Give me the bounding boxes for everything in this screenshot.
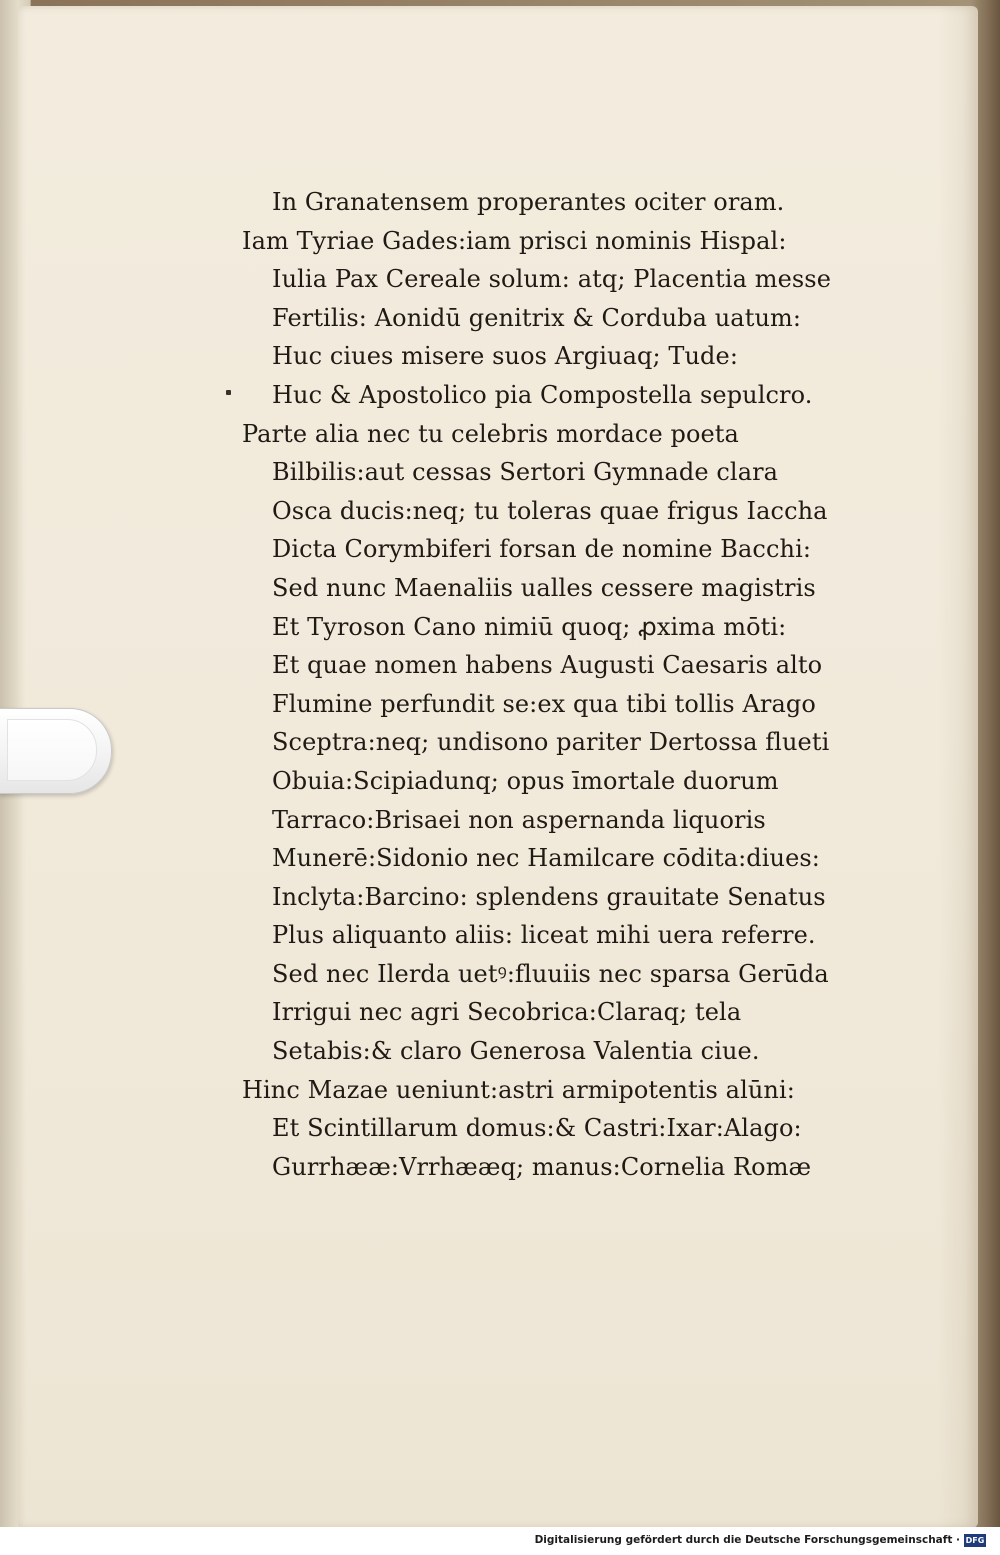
- verse-line: Plus aliquanto aliis: liceat mihi uera referre.: [272, 921, 816, 950]
- verse-line: Parte alia nec tu celebris mordace poeta: [242, 419, 739, 448]
- verse-line: Irrigui nec agri Secobrica:Claraq; tela: [272, 998, 742, 1027]
- verse-line: Gurrhææ:Vrrhææq; manus:Cornelia Romæ: [272, 1152, 812, 1181]
- page-shadow: [938, 6, 978, 1528]
- verse-line: Hinc Mazae ueniunt:astri armipotentis alūni:: [242, 1075, 795, 1104]
- verse-line: Fertilis: Aonidū genitrix & Corduba uatum:: [272, 303, 802, 332]
- verse-line: Sed nec Ilerda uetꝰ:fluuiis nec sparsa Gerūda: [272, 959, 829, 988]
- verse-line: In Granatensem properantes ociter oram.: [272, 188, 785, 216]
- verse-line: Setabis:& claro Generosa Valentia ciue.: [272, 1037, 760, 1066]
- verse-line: Inclyta:Barcino: splendens grauitate Senatus: [272, 882, 826, 911]
- verse-line: Sceptra:neq; undisono pariter Dertossa flueti: [272, 728, 830, 757]
- verse-line: Huc ciues misere suos Argiuaq; Tude:: [272, 342, 739, 371]
- verse-line: Sed nunc Maenaliis ualles cessere magistris: [272, 573, 816, 602]
- footer-credit: Digitalisierung gefördert durch die Deutsche Forschungsgemeinschaft ·: [534, 1534, 960, 1546]
- verse-line: Osca ducis:neq; tu toleras quae frigus Iaccha: [272, 496, 828, 525]
- page-tab-inner: [7, 719, 97, 781]
- verse-line: Et Scintillarum domus:& Castri:Ixar:Alago:: [272, 1114, 802, 1143]
- verse-line: Et Tyroson Cano nimiū quoq; ꝓxima mōti:: [272, 612, 787, 641]
- verse-line: Bilbilis:aut cessas Sertori Gymnade clara: [272, 458, 779, 487]
- verse-text-block: [228, 183, 908, 1186]
- verse-line: Et quae nomen habens Augusti Caesaris alto: [272, 651, 823, 680]
- verse-line: Flumine perfundit se:ex qua tibi tollis Arago: [272, 689, 816, 718]
- verse-line: Dicta Corymbiferi forsan de nomine Bacchi:: [272, 535, 812, 564]
- verse-line: Huc & Apostolico pia Compostella sepulcro.: [272, 380, 813, 409]
- verse-line: Tarraco:Brisaei non aspernanda liquoris: [272, 805, 766, 834]
- verse-line: Munerē:Sidonio nec Hamilcare cōdita:diues:: [272, 844, 820, 873]
- footer-bar: [0, 1527, 1000, 1555]
- dfg-logo-icon: DFG: [965, 1536, 985, 1545]
- page-tab-handle[interactable]: [0, 708, 112, 794]
- verse-line: Iulia Pax Cereale solum: atq; Placentia messe: [272, 265, 832, 294]
- verse-line: Obuia:Scipiadunq; opus īmortale duorum: [272, 766, 779, 795]
- verse-line: Iam Tyriae Gades:iam prisci nominis Hispal:: [242, 226, 787, 255]
